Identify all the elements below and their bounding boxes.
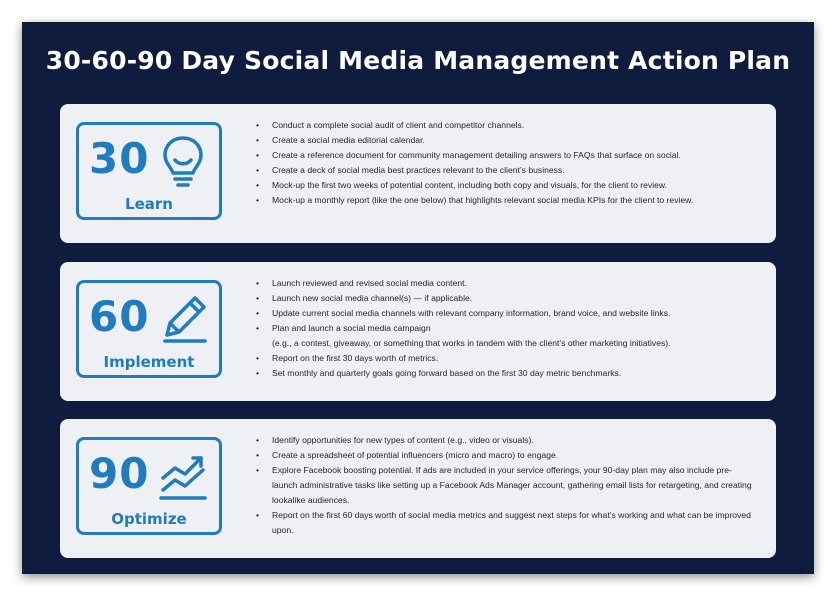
list-item-text: Plan and launch a social media campaign	[272, 323, 431, 333]
page-title: 30-60-90 Day Social Media Management Action Plan	[45, 46, 791, 75]
phase-label: Implement	[103, 353, 195, 371]
action-plan-infographic	[22, 22, 814, 574]
list-item: • Report on the first 60 days worth of social media metrics and suggest next steps for what’s working and what can be improved upon.	[256, 508, 756, 538]
list-item: • Launch new social media channel(s) — if applicable.	[256, 291, 756, 306]
phase-item-list	[256, 118, 756, 208]
phase-label: Optimize	[111, 510, 187, 528]
phase-badge-30	[76, 122, 222, 220]
list-item: • Explore Facebook boosting potential. If ads are included in your service offerings, your 90-day plan may also include pre-launch administrative tasks like setting up a Facebook Ads Manager account, gathering email lists for retargeting, and creating lookalike audiences.	[256, 463, 756, 508]
list-item: • Set monthly and quarterly goals going forward based on the first 30 day metric benchmarks.	[256, 366, 756, 381]
pencil-icon	[157, 291, 209, 347]
phase-item-list	[256, 276, 756, 381]
list-item	[256, 321, 756, 351]
list-item: • Create a spreadsheet of potential influencers (micro and macro) to engage.	[256, 448, 756, 463]
phase-number: 60	[89, 292, 150, 341]
list-item: • Report on the first 30 days worth of metrics.	[256, 351, 756, 366]
phase-card-30	[60, 104, 776, 243]
list-item: • Mock-up the first two weeks of potential content, including both copy and visuals, for the client to review.	[256, 178, 756, 193]
trending-chart-icon	[157, 448, 209, 504]
list-item: • Mock-up a monthly report (like the one below) that highlights relevant social media KPIs for the client to review.	[256, 193, 756, 208]
list-item: • Create a social media editorial calendar.	[256, 133, 756, 148]
phase-badge-60	[76, 280, 222, 378]
list-item: • Update current social media channels with relevant company information, brand voice, and website links.	[256, 306, 756, 321]
phase-card-90	[60, 419, 776, 558]
list-item: • Identify opportunities for new types of content (e.g., video or visuals).	[256, 433, 756, 448]
list-item: • Launch reviewed and revised social media content.	[256, 276, 756, 291]
phase-number: 30	[89, 134, 150, 183]
phase-label: Learn	[125, 195, 173, 213]
list-item: • Create a reference document for community management detailing answers to FAQs that surface on social.	[256, 148, 756, 163]
phase-number: 90	[89, 449, 150, 498]
list-item: • Create a deck of social media best practices relevant to the client’s business.	[256, 163, 756, 178]
phase-badge-90	[76, 437, 222, 535]
phase-card-60	[60, 262, 776, 401]
phase-item-list	[256, 433, 756, 538]
lightbulb-icon	[157, 133, 209, 189]
list-item: • Conduct a complete social audit of client and competitor channels.	[256, 118, 756, 133]
list-item-subtext: (e.g., a contest, giveaway, or something that works in tandem with the client’s other marketing initiatives).	[272, 338, 671, 348]
